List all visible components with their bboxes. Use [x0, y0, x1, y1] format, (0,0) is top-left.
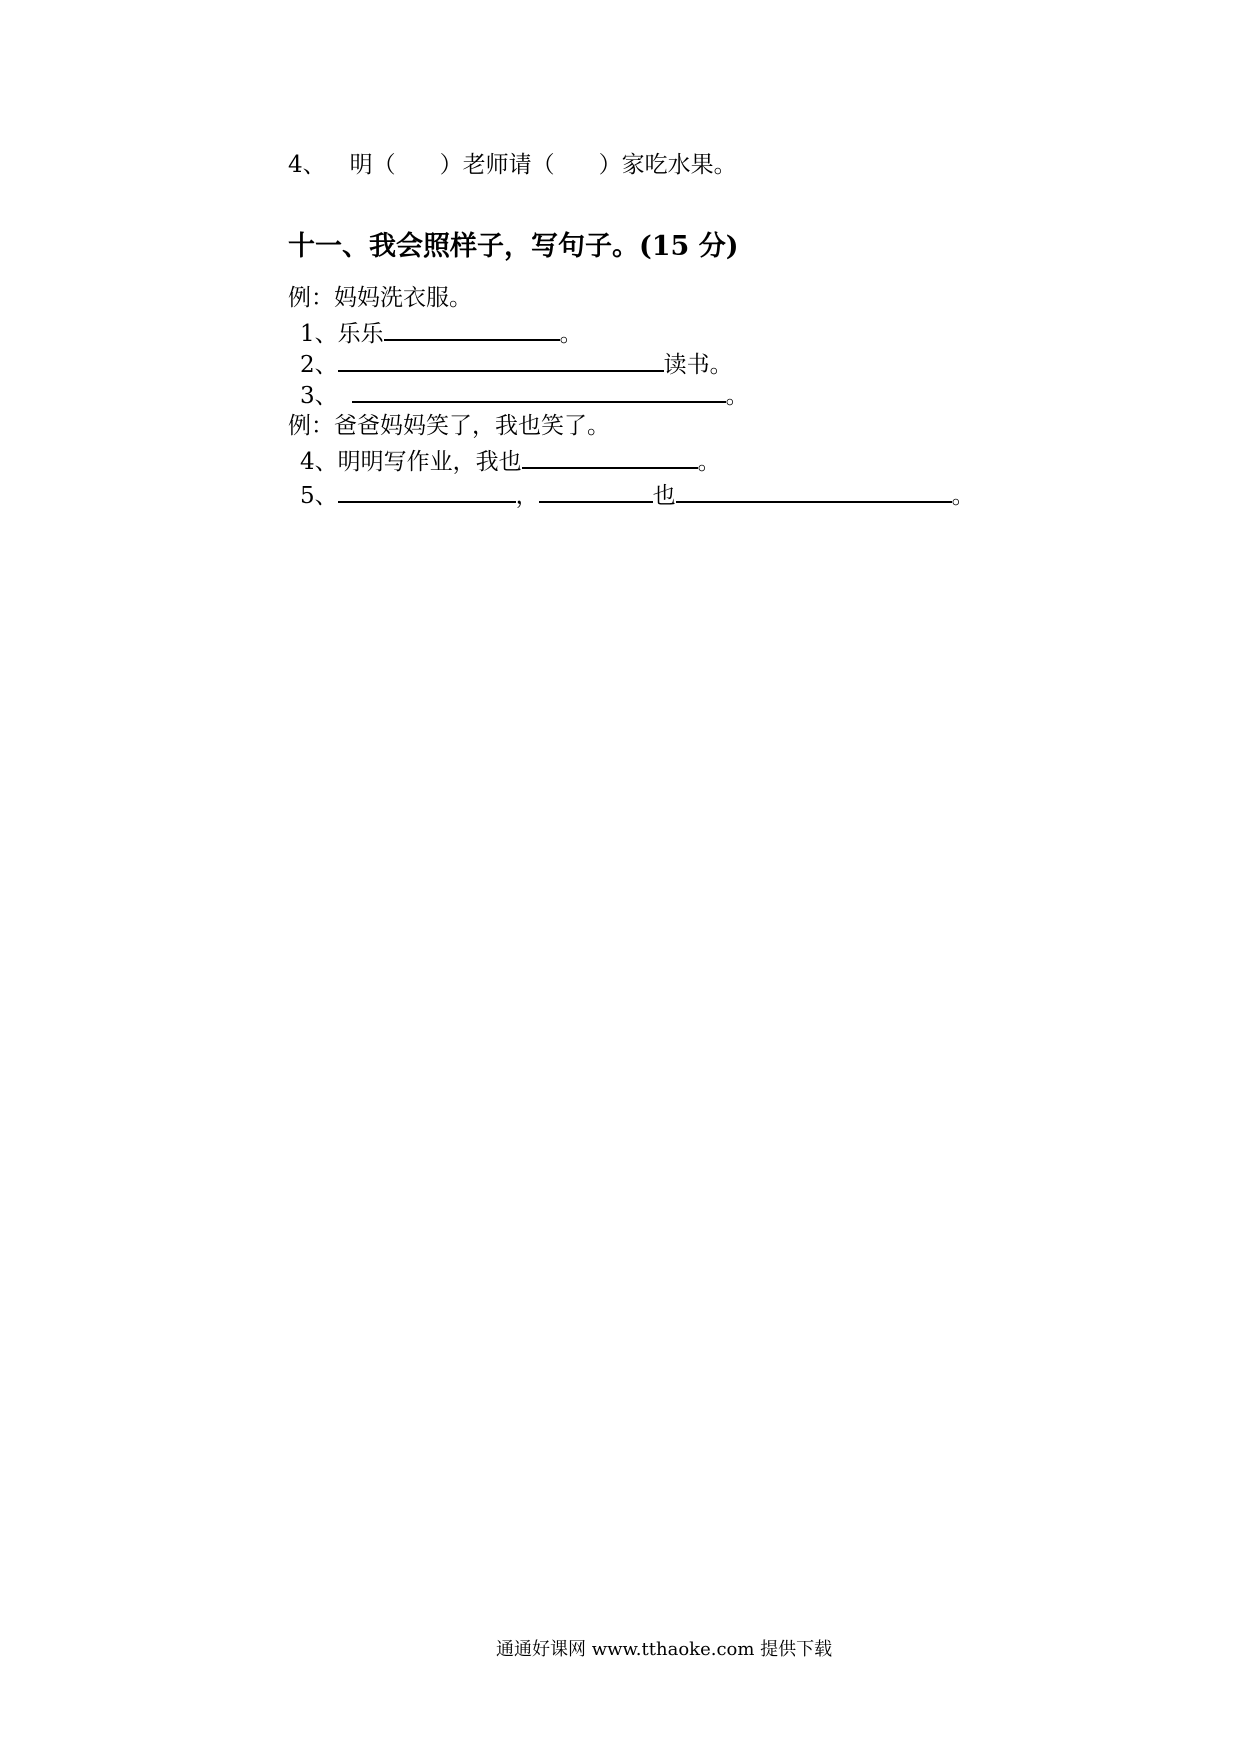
- answer-blank[interactable]: [338, 477, 516, 503]
- item-number: 5、: [300, 483, 338, 509]
- item-suffix: 。: [697, 449, 721, 475]
- sentence-item-2: [300, 346, 733, 380]
- page-footer: 通通好课网 www.tthaoke.com 提供下载: [496, 1639, 833, 1660]
- question-text-part: ）家吃水果。: [598, 152, 737, 178]
- answer-blank[interactable]: [384, 315, 560, 341]
- item-suffix: 。: [951, 483, 975, 509]
- item-suffix: 读书。: [663, 352, 733, 378]
- item-number: 4、: [300, 449, 338, 475]
- question-text-part: ）老师请（: [439, 152, 555, 178]
- answer-blank[interactable]: [676, 477, 952, 503]
- item-prefix: 明明写作业，我也: [337, 449, 522, 475]
- sentence-item-3: [300, 377, 749, 411]
- item-prefix: 乐乐: [337, 321, 384, 347]
- item-number: 3、: [300, 383, 338, 409]
- sentence-item-5: [300, 477, 975, 511]
- item-comma: ，: [515, 483, 539, 509]
- sentence-item-4: [300, 443, 721, 477]
- item-suffix: 。: [725, 383, 749, 409]
- question-number: 4、: [288, 152, 326, 178]
- question-text-part: 明（: [349, 152, 396, 178]
- item-mid: 也: [652, 483, 676, 509]
- question-4-fill-parentheses: [288, 150, 737, 180]
- section-heading: 十一、我会照样子，写句子。(15 分): [288, 231, 739, 262]
- answer-blank[interactable]: [539, 477, 653, 503]
- answer-blank[interactable]: [522, 443, 698, 469]
- answer-blank[interactable]: [338, 346, 664, 372]
- answer-blank[interactable]: [352, 377, 726, 403]
- sentence-item-1: [300, 315, 583, 349]
- example-sentence: 例：爸爸妈妈笑了，我也笑了。: [288, 413, 610, 439]
- example-sentence: 例：妈妈洗衣服。: [288, 285, 472, 311]
- item-number: 1、: [300, 321, 338, 347]
- item-number: 2、: [300, 352, 338, 378]
- item-suffix: 。: [559, 321, 583, 347]
